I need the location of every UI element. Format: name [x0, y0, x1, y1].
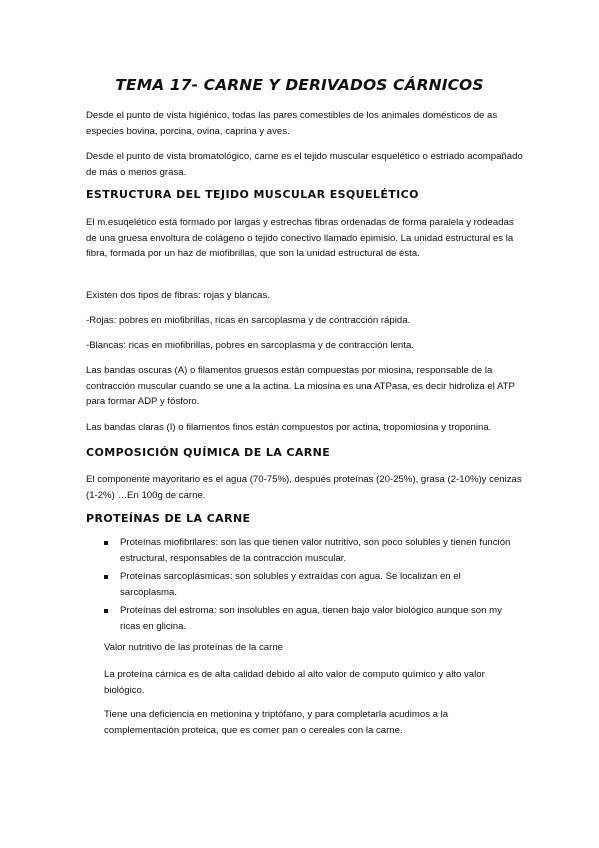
section-heading-proteinas: PROTEÍNAS DE LA CARNE: [86, 512, 251, 525]
page-title: TEMA 17- CARNE Y DERIVADOS CÁRNICOS: [115, 76, 484, 94]
list-item: Proteínas miofibrilares: son las que tienen valor nutritivo, son poco solubles y tienen función estructural, responsables de la contracción muscular.: [100, 535, 520, 566]
paragraph-blancas: -Blancas: ricas en miofibrillas, pobres en sarcoplasma y de contracción lenta.: [86, 340, 414, 351]
paragraph-deficiencia: Tiene una deficiencia en metionina y triptófano, y para completarla acudimos a la complementación proteica, que es comer pan o cereales con la carne.: [104, 709, 449, 736]
bullet-icon: [104, 541, 108, 545]
list-item: Proteínas del estroma: son insolubles en agua, tienen bajo valor biológico aunque son my ricas en glicina.: [100, 603, 520, 634]
paragraph-tipos-fibras: Existen dos tipos de fibras: rojas y blancas.: [86, 290, 270, 301]
paragraph-bandas-oscuras: Las bandas oscuras (A) o filamentos gruesos están compuestas por miosina, responsable de la contracción muscular cuando se une a la actina. La miosina es una ATPasa, es decir hidroliza el ATP para formar ADP y fósforo.: [86, 365, 515, 407]
subheading-valor-nutritivo: Valor nutritivo de las proteínas de la carne: [104, 642, 284, 653]
paragraph-calidad: La proteína cárnica es de alta calidad debido al alto valor de computo químico y alto valor biológico.: [104, 669, 485, 696]
intro-paragraph-1: Desde el punto de vista higiénico, todas las pares comestibles de los animales domésticos de as especies bovina, porcina, ovina, caprina y aves.: [86, 110, 498, 137]
paragraph-composicion: El componente mayoritario es el agua (70-75%), después proteínas (20-25%), grasa (2-10%)y cenizas (1-2%) …En 100g de carne.: [86, 474, 522, 501]
section-heading-estructura: ESTRUCTURA DEL TEJIDO MUSCULAR ESQUELÉTICO: [86, 188, 419, 201]
protein-list: [100, 535, 520, 637]
list-item: Proteínas sarcoplásmicas: son solubles y extraídas con agua. Se localizan en el sarcoplasma.: [100, 569, 520, 600]
section-heading-composicion: COMPOSICIÓN QUÍMICA DE LA CARNE: [86, 446, 331, 459]
bullet-icon: [104, 609, 108, 613]
paragraph-bandas-claras: Las bandas claras (I) o filamentos finos están compuestos por actina, tropomiosina y troponina.: [86, 422, 492, 433]
bullet-icon: [104, 575, 108, 579]
paragraph-estructura: El m.esuqelético está formado por largas y estrechas fibras ordenadas de forma paralela y rodeadas de una gruesa envoltura de colágeno o tejido conectivo llamado epimisio. La unidad estructural es la fibra, formada por un haz de miofibrillas, que son la unidad estructural de ésta.: [86, 217, 514, 259]
paragraph-rojas: -Rojas: pobres en miofibrillas, ricas en sarcoplasma y de contracción rápida.: [86, 315, 411, 326]
intro-paragraph-2: Desde el punto de vista bromatológico, carne es el tejido muscular esquelético o estriado acompañado de más o menos grasa.: [86, 151, 523, 178]
